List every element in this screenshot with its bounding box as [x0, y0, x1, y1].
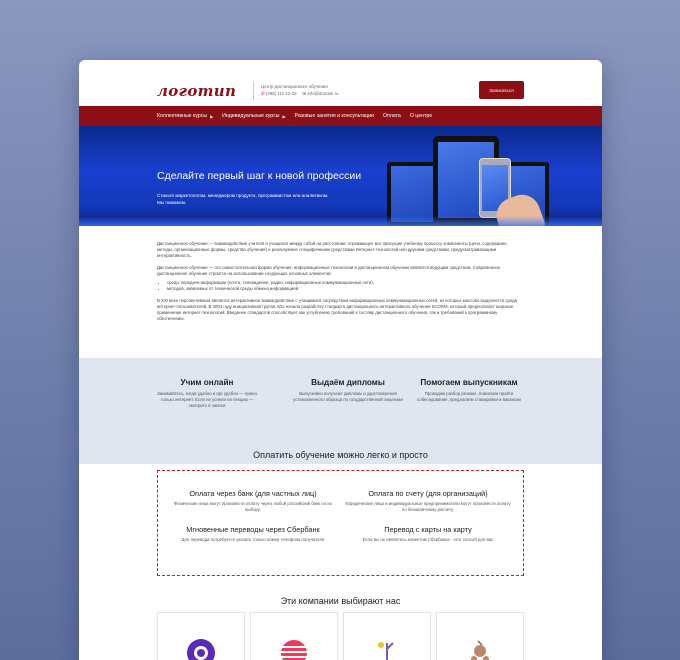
list-item: • среды передачи информации (почта, телевидение, радио, информационные коммуникационные сети),: [167, 280, 523, 286]
site-logo[interactable]: логотип: [157, 82, 237, 100]
payment-option-title: Перевод с карты на карту: [384, 525, 472, 534]
flower-logo-icon: [369, 635, 405, 660]
paragraph: В XXI веке перспективным является интерактивное взаимодействие с учащимися посредством информационных коммуникационных сетей, из которых массово выделяется среда интернет-пользователей. В 2003 году инициативная группа ADL начала разработку стандарта дистанционного интерактивного обучения SCORM, который предполагает широкое применение интернет-технологий. Введение стандартов способствует как углублению требований к составу дистанционного обучения, так и требований к программному обеспечению.: [157, 298, 518, 321]
hero-subtitle-line: Мы поможем.: [157, 200, 187, 205]
payment-title: Оплатить обучение можно легко и просто: [253, 450, 428, 460]
nav-item-label: Коллективные курсы: [157, 113, 208, 119]
payment-bank: [168, 489, 338, 513]
company-card[interactable]: [157, 612, 245, 660]
nav-item-about[interactable]: [410, 113, 432, 119]
phone-number[interactable]: (495) 111 22-33: [265, 91, 297, 96]
nav-item-label: Разовые занятия и консультации: [294, 113, 374, 119]
feature-desc: Проводим разбор резюме, помогаем пройти собеседование, предлагаем стажировки и вакансии: [417, 391, 521, 402]
hero-subtitle: [157, 192, 367, 206]
nav-item-payment[interactable]: [383, 113, 401, 119]
list-item: • методов, зависимых от технической среды обмена информацией.: [167, 286, 523, 292]
payment-option-title: Мгновенные переводы через Сбербанк: [186, 525, 320, 534]
feature-title: Помогаем выпускникам: [420, 378, 518, 387]
feature-desc: Выпускники получают дипломы и удостоверения установленного образца по государственной лицензии: [293, 391, 403, 402]
payment-option-desc: Юридические лица и индивидуальные предприниматели могут произвести оплату по безналичному расчету.: [345, 501, 511, 512]
companies-title: Эти компании выбирают нас: [280, 596, 401, 606]
payment-option-desc: Для перевода потребуется указать только номер телефона получателя: [181, 537, 325, 542]
hero-title: Сделайте первый шаг к новой профессии: [157, 170, 362, 182]
nav-item-label: О центре: [409, 113, 433, 119]
email-link[interactable]: info@domain.ru: [307, 91, 339, 96]
striped-ball-logo-icon: [276, 635, 312, 660]
hero-banner: [79, 126, 602, 226]
feature-title: Учим онлайн: [180, 378, 234, 387]
nav-item-individual-courses[interactable]: [222, 113, 285, 119]
feature-desc: Занимайтесь, когда удобно и где удобно — нужен только интернет. Если не успели на лекцию — смотрите в записи: [157, 391, 257, 408]
paragraph: Дистанционное обучение — это самостоятельная форма обучения, информационные технологии в дистанционном обучении являются ведущим средством. Современное дистанционное обучение строится на использовании следующих основных элементов:: [157, 265, 501, 276]
payment-options-box: [157, 470, 524, 576]
feature-online: [152, 378, 262, 409]
phone-icon: ✆: [261, 91, 265, 96]
logo-divider: [253, 82, 254, 100]
signup-button[interactable]: Записаться: [479, 81, 524, 99]
at-sign-logo-icon: [183, 635, 219, 660]
payment-card-transfer: [343, 525, 513, 543]
contact-block: [261, 83, 339, 97]
payment-option-title: Оплата по счету (для организаций): [368, 489, 488, 498]
paragraph: Дистанционное обучение — взаимодействие учителя и учащихся между собой на расстоянии, отражающее все присущие учебному процессу компоненты (цели, содержание, методы, организационные формы, средства обучения) и реализуемое специфичными средствами Интернет-технологий или другими средствами, предусматривающими интерактивность.: [157, 241, 508, 258]
main-nav: [79, 106, 602, 126]
article-text: [157, 241, 523, 328]
nav-item-group-courses[interactable]: [157, 113, 213, 119]
contact-title: Центр дистанционного обучения: [261, 84, 328, 89]
company-card[interactable]: [436, 612, 524, 660]
feature-career-help: [414, 378, 524, 403]
nav-item-label: Индивидуальные курсы: [222, 113, 280, 119]
nav-item-consultations[interactable]: [295, 113, 374, 119]
company-card[interactable]: [343, 612, 431, 660]
hero-subtitle-line: Станьте маркетологом, менеджером продукта, программистом или аналитиком.: [157, 193, 329, 198]
payment-invoice: [343, 489, 513, 513]
payment-sberbank: [168, 525, 338, 543]
company-card[interactable]: [250, 612, 338, 660]
feature-diplomas: [293, 378, 403, 403]
cafe-logo-icon: [462, 635, 498, 660]
features-section: [79, 358, 602, 464]
mail-icon: ✉: [302, 91, 307, 96]
payment-option-desc: Если вы не являетесь клиентом Сбербанка - этот способ для вас: [362, 537, 494, 542]
feature-title: Выдаём дипломы: [311, 378, 385, 387]
site-header: [79, 60, 602, 106]
payment-option-desc: Физические лица могут произвести оплату через любой российский банк по их выбору.: [174, 501, 332, 512]
nav-item-label: Оплата: [382, 113, 401, 119]
payment-option-title: Оплата через банк (для частных лиц): [189, 489, 317, 498]
landing-page: [79, 60, 602, 660]
chevron-right-icon: ▶: [282, 113, 286, 119]
chevron-right-icon: ▶: [210, 113, 214, 119]
bullet-list: [167, 280, 523, 292]
company-logos: [157, 612, 524, 660]
